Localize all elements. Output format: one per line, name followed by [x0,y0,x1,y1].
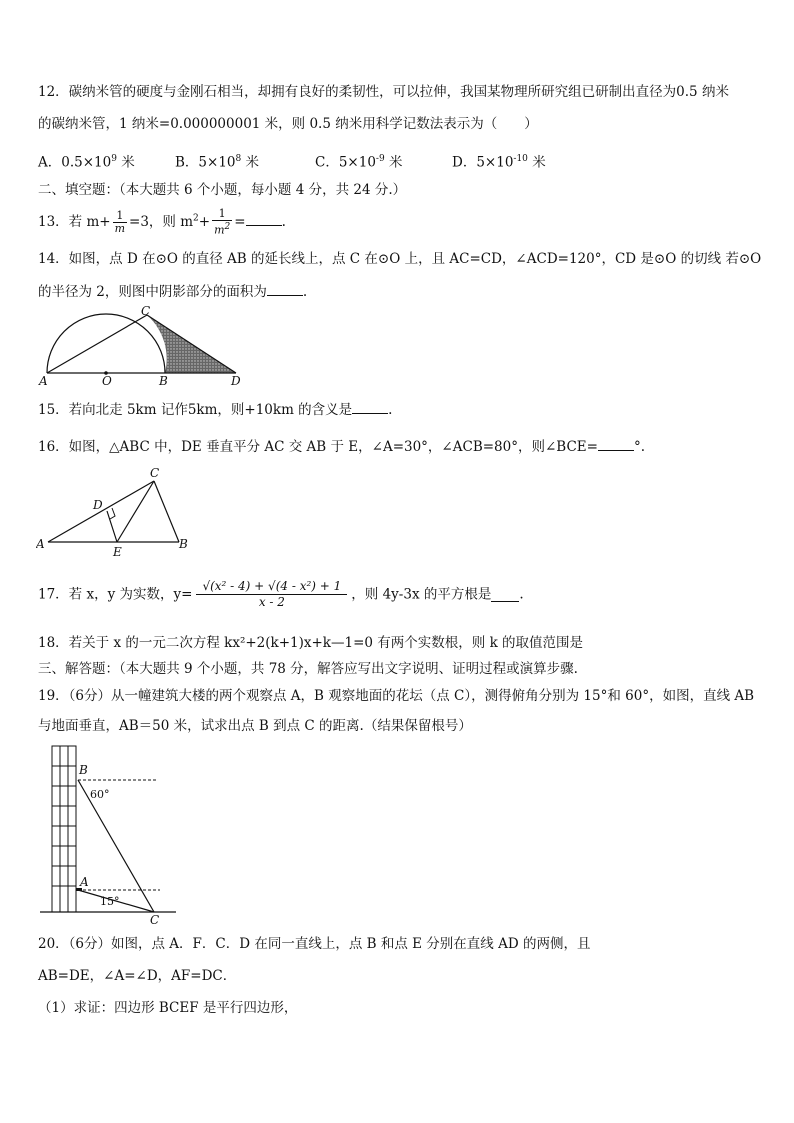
q16-segment-de [107,511,117,542]
q15-answer-blank [352,400,388,414]
q14-label-d: D [231,374,241,388]
q12-line2: 的碳纳米管，1 纳米=0.000000001 米，则 0.5 纳米用科学记数法表示为（ ） [38,116,538,132]
q14-label-o: O [102,374,112,388]
q17-fraction: $\frac{\text{√(x² - 4) + √(4 - x²) + 1}}{x - 2}$ [196,579,347,610]
q14-figure [38,306,253,388]
q13: 13．若 m+ $\frac{1}{m}$ =3，则 $m^2+$ $\frac{1}{m^2}$ = . [38,207,286,237]
q18: 18．若关于 x 的一元二次方程 kx²+2(k+1)x+k—1=0 有两个实数根，则 k 的取值范围是 [38,635,584,651]
q16-segment-ce [117,481,154,542]
q14-answer-blank [267,282,303,296]
q19-line2: 与地面垂直，AB＝50 米，试求出点 B 到点 C 的距离.（结果保留根号） [38,718,472,734]
q16-figure [36,464,196,559]
section-2-heading: 二、填空题：（本大题共 6 个小题，每小题 4 分，共 24 分.） [38,182,407,198]
q14-label-c: C [141,306,151,318]
q16-label-d: D [93,498,103,512]
q19-label-b: B [79,763,88,777]
q20-line3: （1）求证：四边形 BCEF 是平行四边形， [38,1000,298,1016]
q14-line2: 的半径为 2，则图中阴影部分的面积为 . [38,284,308,300]
q12-line1: 12．碳纳米管的硬度与金刚石相当，却拥有良好的柔韧性，可以拉伸，我国某物理所研究组已研制出直径为0.5 纳米 [38,84,729,100]
q12-option-a: A．$0.5\times 10^9$ 米 [38,154,135,171]
q15: 15．若向北走 5km 记作5km，则+10km 的含义是 . [38,402,393,418]
q16-segment-bc [154,481,179,542]
q16-label-b: B [179,537,188,551]
q16-label-c: C [150,466,160,480]
q19-figure [36,744,186,928]
q13-frac-2: $\frac{1}{m^2}$ [214,207,231,237]
q12-option-c: C．$5\times 10^{-9}$ 米 [315,154,403,171]
q16-label-e: E [113,545,122,559]
q19-label-c: C [150,913,160,927]
q13-answer-blank [246,212,282,226]
section-3-heading: 三、解答题：（本大题共 9 个小题，共 78 分，解答应写出文字说明、证明过程或演算步骤. [38,661,578,677]
q16-right-angle-mark [110,508,115,519]
q17-answer-blank [491,588,519,602]
q19-label-a: A [80,875,89,889]
q14-semicircle [47,314,165,373]
q19-building [52,746,76,912]
q19-label-60: 60° [90,788,110,801]
q17: 17．若 x，y 为实数，y= $\frac{\text{√(x² - 4) + √(4 - x²) + 1}}{x - 2}$ ，则 4y-3x 的平方根是 . [38,579,524,609]
q20-line2: AB=DE，∠A=∠D，AF=DC． [38,968,237,984]
q13-frac-1: $\frac{1}{m}$ [114,208,126,235]
q16-label-a: A [36,537,45,551]
q14-line1: 14．如图，点 D 在⊙O 的直径 AB 的延长线上，点 C 在⊙O 上，且 AC=CD，∠ACD=120°，CD 是⊙O 的切线 若⊙O [38,251,762,267]
q12-option-b: B．$5\times 10^8$ 米 [175,154,260,171]
q16: 16．如图，△ABC 中，DE 垂直平分 AC 交 AB 于 E，∠A=30°，∠ACB=80°，则∠BCE= °. [38,439,646,455]
q14-segment-ac [47,315,147,373]
q20-line1: 20．（6分）如图，点 A．F．C．D 在同一直线上，点 B 和点 E 分别在直线 AD 的两侧，且 [38,936,591,952]
q12-option-d: D．$5\times 10^{-10}$ 米 [452,154,546,171]
q14-label-b: B [159,374,168,388]
q19-label-15: 15° [100,895,120,908]
q19-line1: 19．（6分）从一幢建筑大楼的两个观察点 A，B 观察地面的花坛（点 C），测得俯角分别为 15°和 60°，如图，直线 AB [38,688,755,704]
q16-answer-blank [598,437,634,451]
q14-label-a: A [39,374,48,388]
